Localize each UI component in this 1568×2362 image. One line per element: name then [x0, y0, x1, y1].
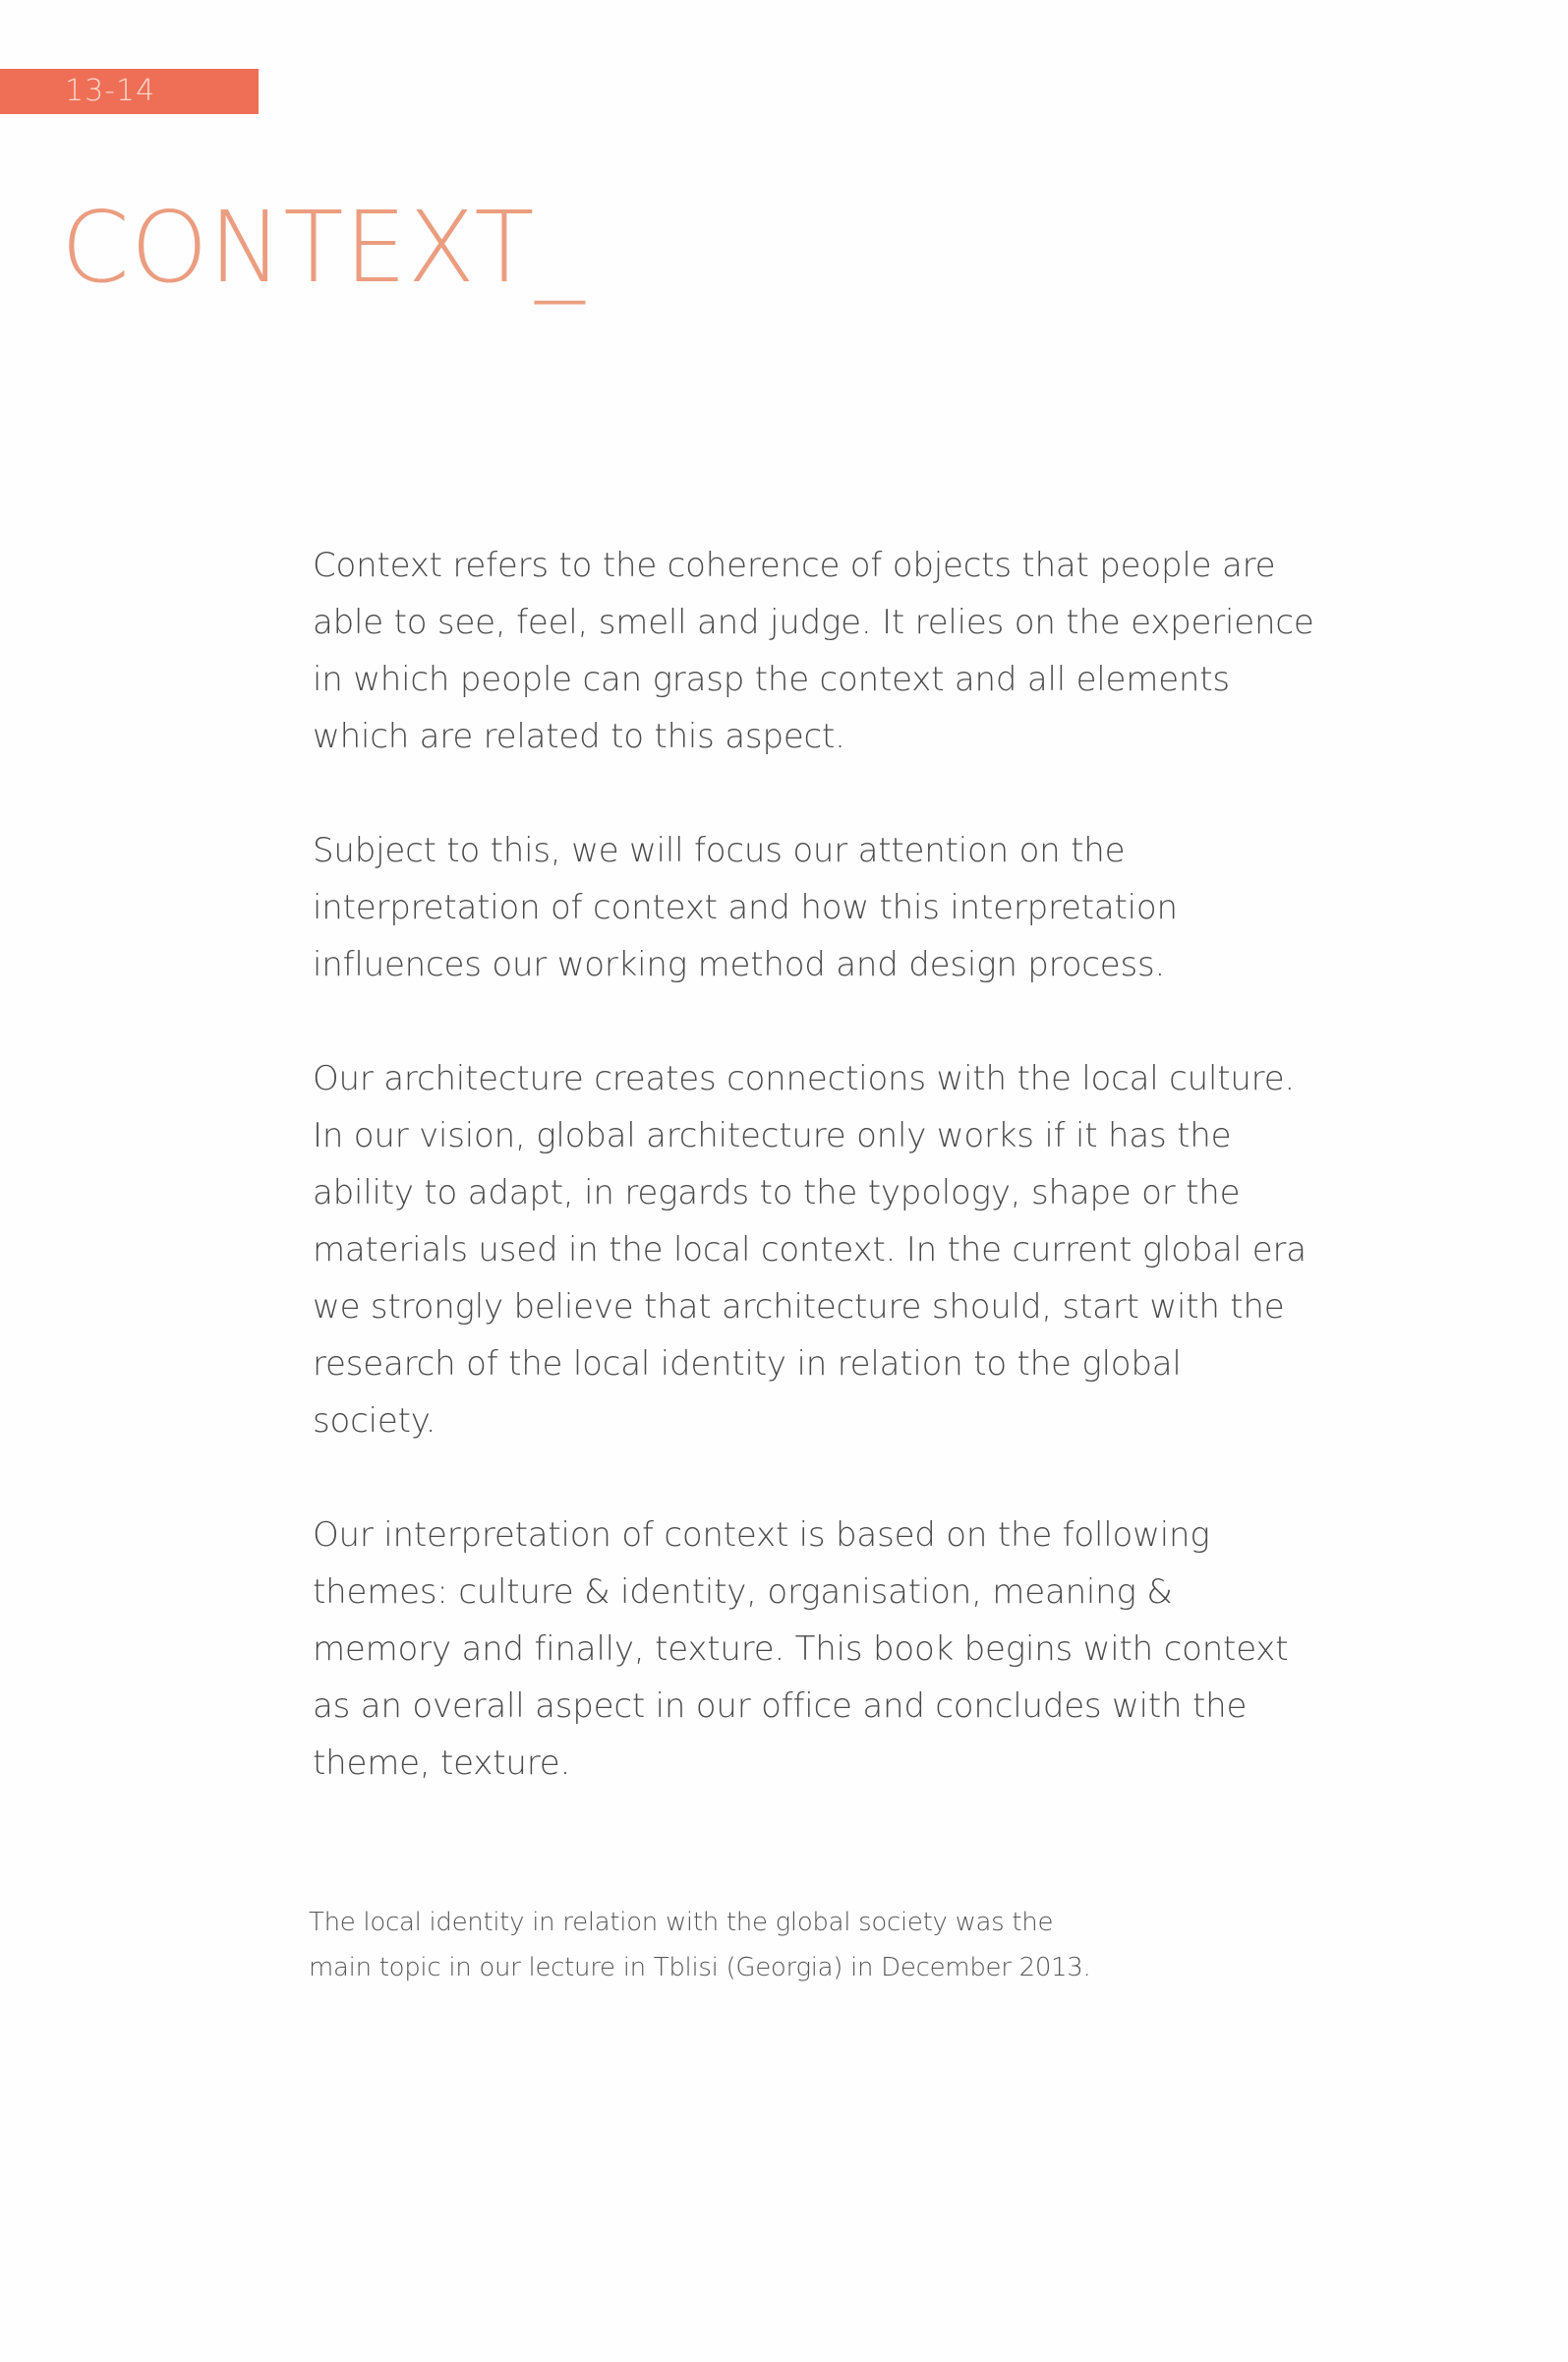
text-line: In our vision, global architecture only works if it has the — [313, 1116, 1232, 1155]
caption-line: The local identity in relation with the global society was the — [309, 1908, 1054, 1937]
text-line: memory and finally, texture. This book begins with context — [313, 1629, 1289, 1669]
text-line: ability to adapt, in regards to the typology, shape or the — [313, 1173, 1241, 1212]
page-number-tab — [0, 69, 259, 114]
paragraph-architecture — [313, 1050, 1315, 1449]
paragraph-focus — [313, 822, 1315, 993]
text-line: we strongly believe that architecture should, start with the — [313, 1287, 1285, 1327]
text-line: Subject to this, we will focus our attention on the — [313, 831, 1126, 870]
page-number-label: 13-14 — [65, 74, 156, 108]
body-text — [313, 537, 1315, 1849]
text-line: interpretation of context and how this interpretation — [313, 888, 1178, 927]
paragraph-interpretation — [313, 1506, 1315, 1792]
text-line: able to see, feel, smell and judge. It relies on the experience — [313, 603, 1314, 642]
caption-note — [309, 1900, 1252, 1990]
caption-line: main topic in our lecture in Tblisi (Georgia) in December 2013. — [309, 1953, 1091, 1982]
text-line: theme, texture. — [313, 1743, 571, 1783]
text-line: Our architecture creates connections with the local culture. — [313, 1059, 1296, 1098]
text-line: materials used in the local context. In the current global era — [313, 1230, 1307, 1270]
text-line: as an overall aspect in our office and concludes with the — [313, 1686, 1248, 1726]
text-line: society. — [313, 1401, 436, 1441]
text-line: in which people can grasp the context and all elements — [313, 660, 1230, 699]
paragraph-context-definition — [313, 537, 1315, 765]
page-title: CONTEXT_ — [61, 190, 586, 305]
text-line: research of the local identity in relation to the global — [313, 1344, 1182, 1384]
text-line: Context refers to the coherence of objects that people are — [313, 546, 1276, 585]
text-line: Our interpretation of context is based on the following — [313, 1515, 1210, 1555]
text-line: influences our working method and design process. — [313, 945, 1166, 984]
text-line: which are related to this aspect. — [313, 717, 845, 756]
text-line: themes: culture & identity, organisation, meaning & — [313, 1572, 1173, 1612]
